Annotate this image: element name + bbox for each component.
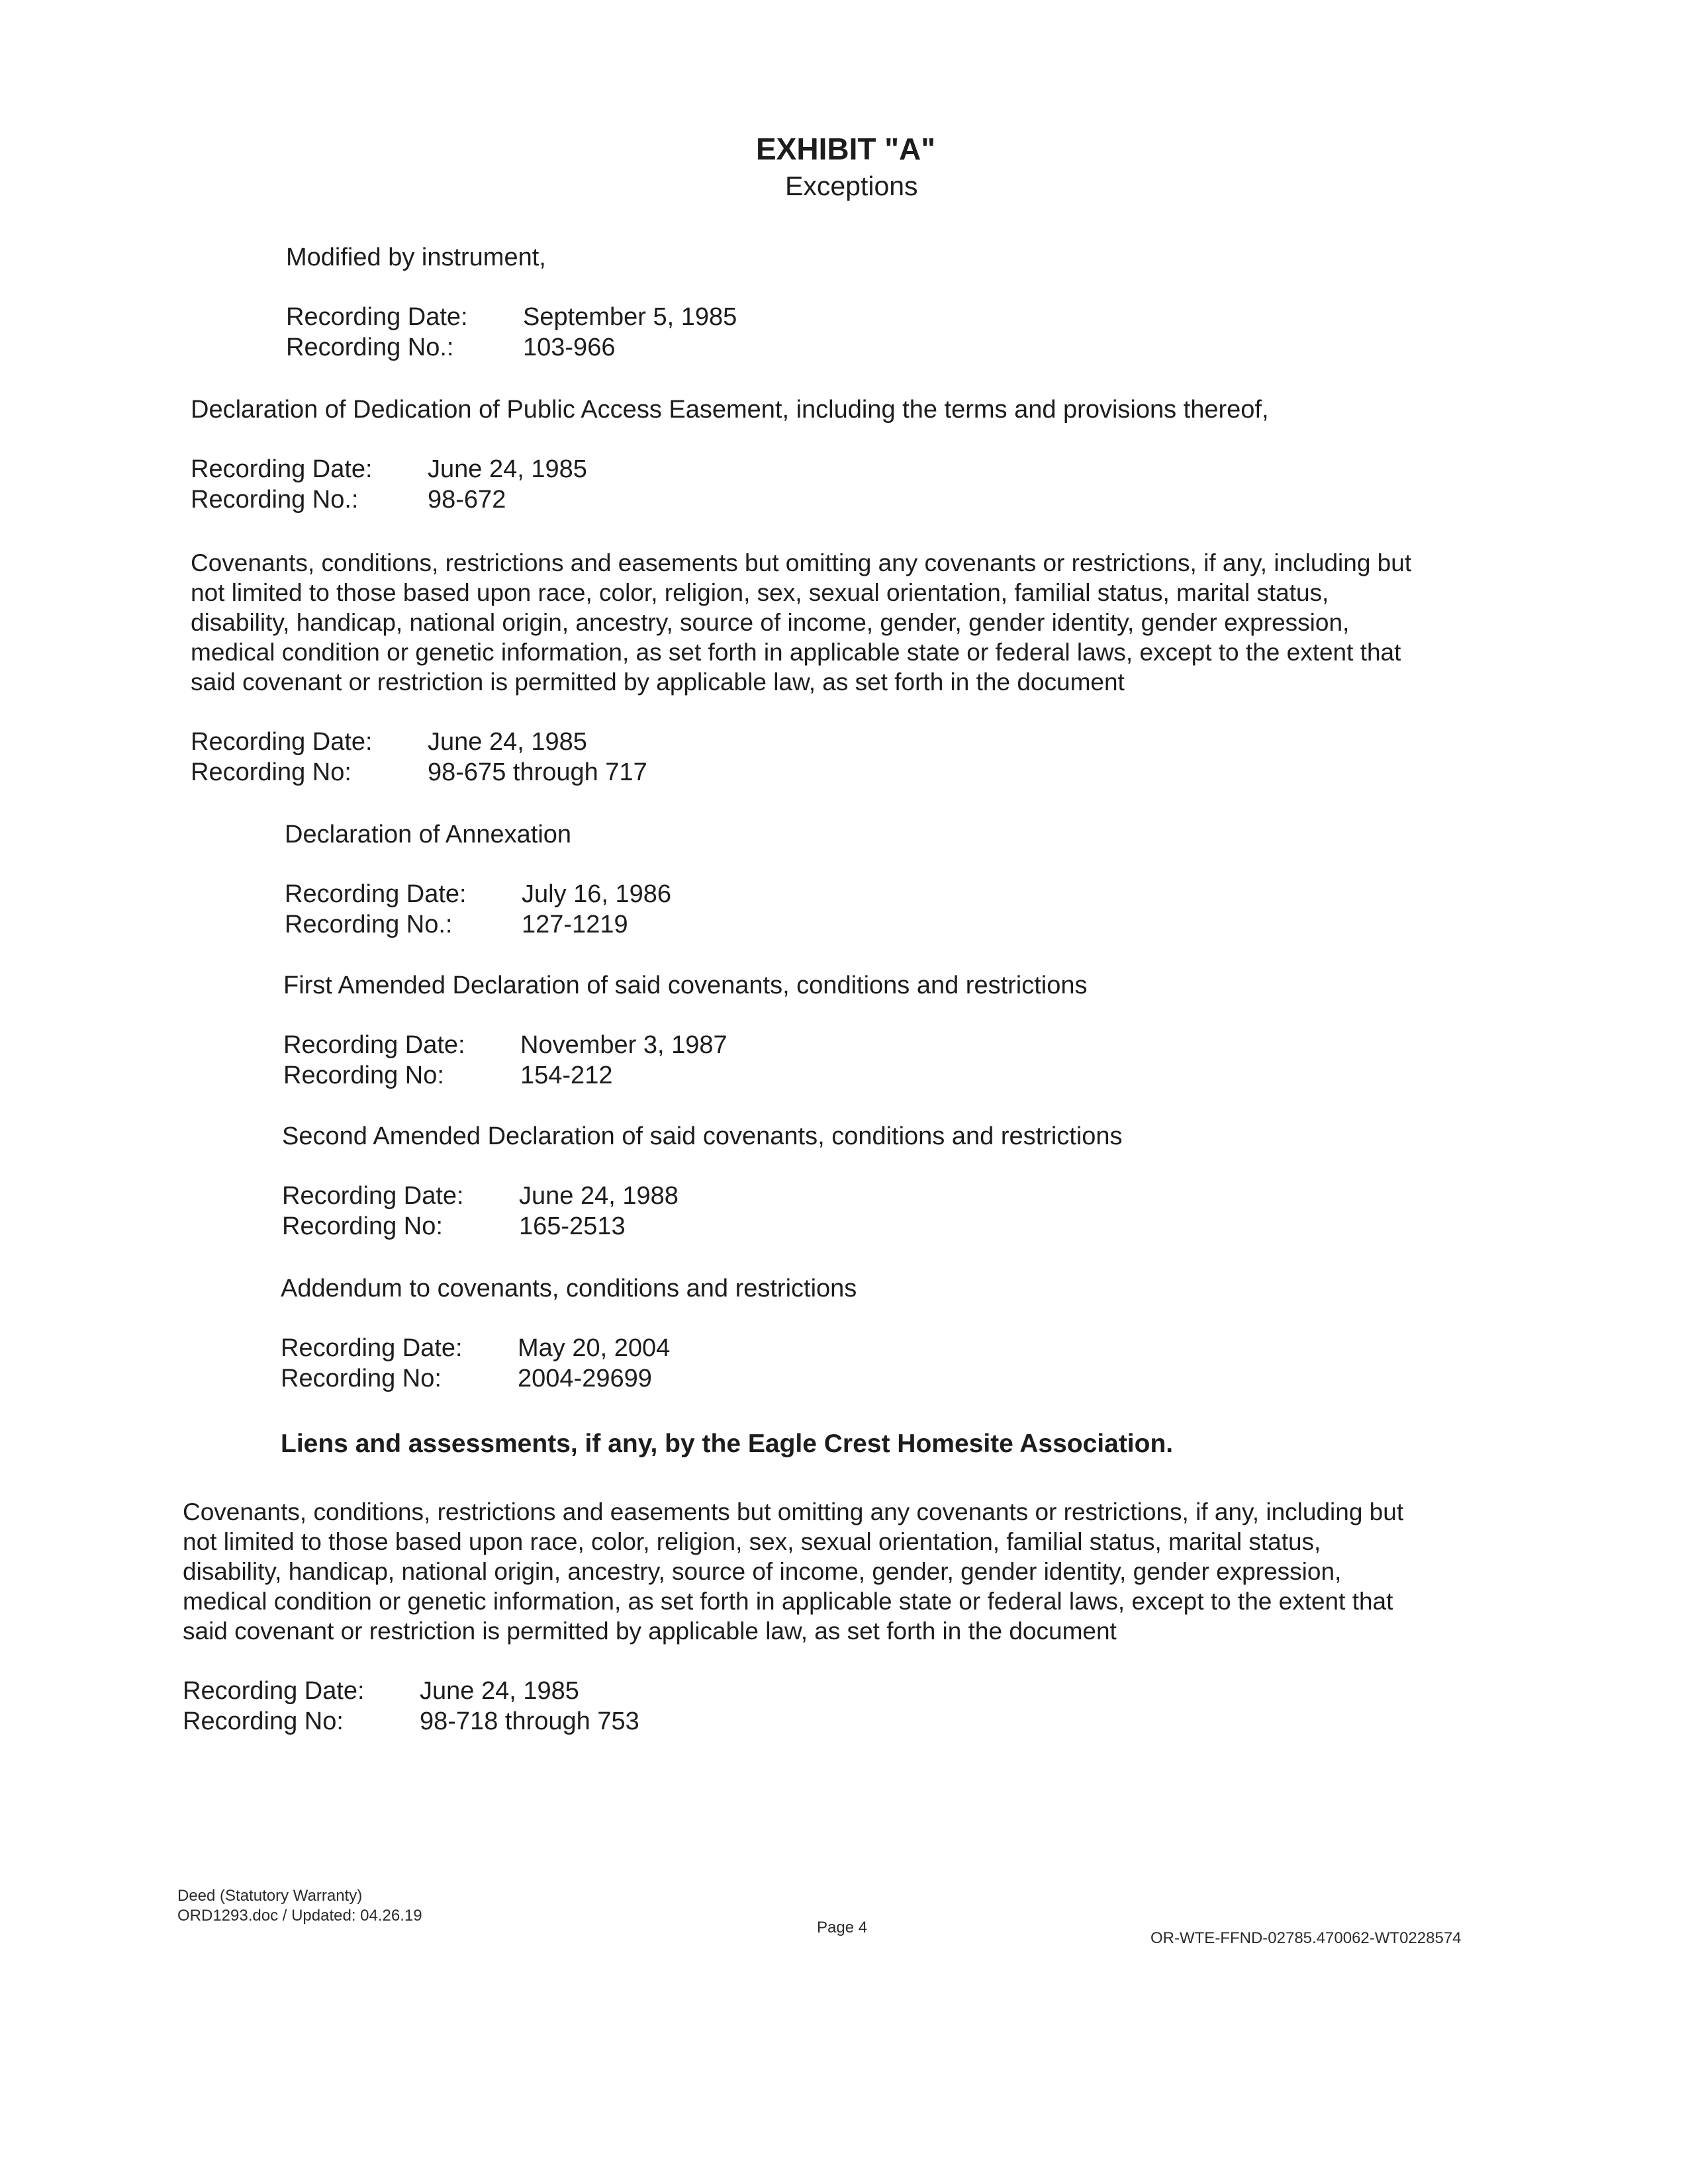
recording-date-value: July 16, 1986 [522, 880, 672, 908]
section-7-recording [281, 1333, 670, 1394]
recording-date-label: Recording Date: [286, 303, 468, 331]
recording-no-label: Recording No: [191, 758, 352, 786]
page-title: EXHIBIT "A" [756, 132, 936, 166]
section-9-recording [183, 1676, 639, 1737]
recording-date-value: June 24, 1985 [428, 455, 587, 483]
recording-no-value: 98-672 [428, 486, 506, 514]
section-6-recording [282, 1181, 679, 1242]
paragraph-line: Covenants, conditions, restrictions and easements but omitting any covenants or restrictions, if any, including but [191, 549, 1412, 576]
recording-date-value: June 24, 1985 [428, 728, 587, 756]
footer-page-number: Page 4 [817, 1919, 868, 1936]
section-4-text: Declaration of Annexation [285, 821, 572, 848]
paragraph-line: disability, handicap, national origin, ancestry, source of income, gender, gender identity, gender expression, [183, 1558, 1342, 1585]
recording-date-label: Recording Date: [183, 1677, 365, 1705]
paragraph-line: medical condition or genetic information, as set forth in applicable state or federal laws, except to the extent that [183, 1588, 1393, 1615]
paragraph-line: not limited to those based upon race, color, religion, sex, sexual orientation, familial status, marital status, [191, 579, 1329, 606]
recording-no-value: 98-675 through 717 [428, 758, 647, 786]
recording-date-label: Recording Date: [191, 728, 373, 756]
recording-date-label: Recording Date: [282, 1182, 464, 1210]
footer-form-name: Deed (Statutory Warranty) [177, 1887, 363, 1905]
paragraph-line: said covenant or restriction is permitted by applicable law, as set forth in the document [183, 1617, 1117, 1645]
recording-no-label: Recording No.: [285, 911, 453, 938]
footer-file-info: ORD1293.doc / Updated: 04.26.19 [177, 1907, 422, 1925]
footer-order-ref: OR-WTE-FFND-02785.470062-WT0228574 [1150, 1929, 1462, 1947]
section-1-text: Modified by instrument, [286, 244, 546, 271]
recording-no-value: 127-1219 [522, 911, 628, 938]
recording-date-label: Recording Date: [191, 455, 373, 483]
section-2-recording [191, 454, 587, 515]
recording-no-value: 165-2513 [519, 1212, 626, 1240]
recording-date-label: Recording Date: [283, 1031, 465, 1059]
recording-no-label: Recording No: [282, 1212, 443, 1240]
recording-no-label: Recording No: [281, 1365, 442, 1392]
page-subtitle: Exceptions [785, 171, 918, 201]
recording-date-value: June 24, 1988 [519, 1182, 679, 1210]
recording-date-value: May 20, 2004 [518, 1334, 671, 1362]
section-5-text: First Amended Declaration of said covenants, conditions and restrictions [283, 972, 1088, 999]
recording-no-label: Recording No: [283, 1062, 444, 1089]
recording-date-value: September 5, 1985 [523, 303, 737, 331]
section-4-recording [285, 879, 671, 940]
recording-date-label: Recording Date: [285, 880, 467, 908]
recording-date-value: June 24, 1985 [420, 1677, 579, 1705]
section-1-recording [286, 302, 737, 363]
paragraph-line: not limited to those based upon race, color, religion, sex, sexual orientation, familial status, marital status, [183, 1528, 1321, 1555]
paragraph-line: Covenants, conditions, restrictions and easements but omitting any covenants or restrictions, if any, including but [183, 1498, 1404, 1525]
paragraph-line: medical condition or genetic information, as set forth in applicable state or federal laws, except to the extent that [191, 639, 1401, 666]
recording-date-value: November 3, 1987 [520, 1031, 727, 1059]
recording-no-label: Recording No: [183, 1707, 344, 1735]
section-9-paragraph [183, 1497, 1493, 1646]
recording-no-label: Recording No.: [191, 486, 359, 514]
recording-no-value: 154-212 [520, 1062, 613, 1089]
paragraph-line: said covenant or restriction is permitted by applicable law, as set forth in the document [191, 668, 1125, 696]
recording-no-value: 2004-29699 [518, 1365, 652, 1392]
recording-date-label: Recording Date: [281, 1334, 463, 1362]
section-3-paragraph [191, 548, 1501, 697]
recording-no-label: Recording No.: [286, 334, 454, 361]
recording-no-value: 103-966 [523, 334, 616, 361]
section-6-text: Second Amended Declaration of said covenants, conditions and restrictions [282, 1122, 1123, 1150]
section-5-recording [283, 1030, 727, 1091]
section-7-text: Addendum to covenants, conditions and restrictions [281, 1275, 857, 1302]
paragraph-line: disability, handicap, national origin, ancestry, source of income, gender, gender identity, gender expression, [191, 609, 1350, 636]
recording-no-value: 98-718 through 753 [420, 1707, 639, 1735]
section-8-liens-text: Liens and assessments, if any, by the Eagle Crest Homesite Association. [281, 1430, 1174, 1458]
section-2-text: Declaration of Dedication of Public Access Easement, including the terms and provisions thereof, [191, 396, 1269, 424]
section-3-recording [191, 727, 647, 788]
